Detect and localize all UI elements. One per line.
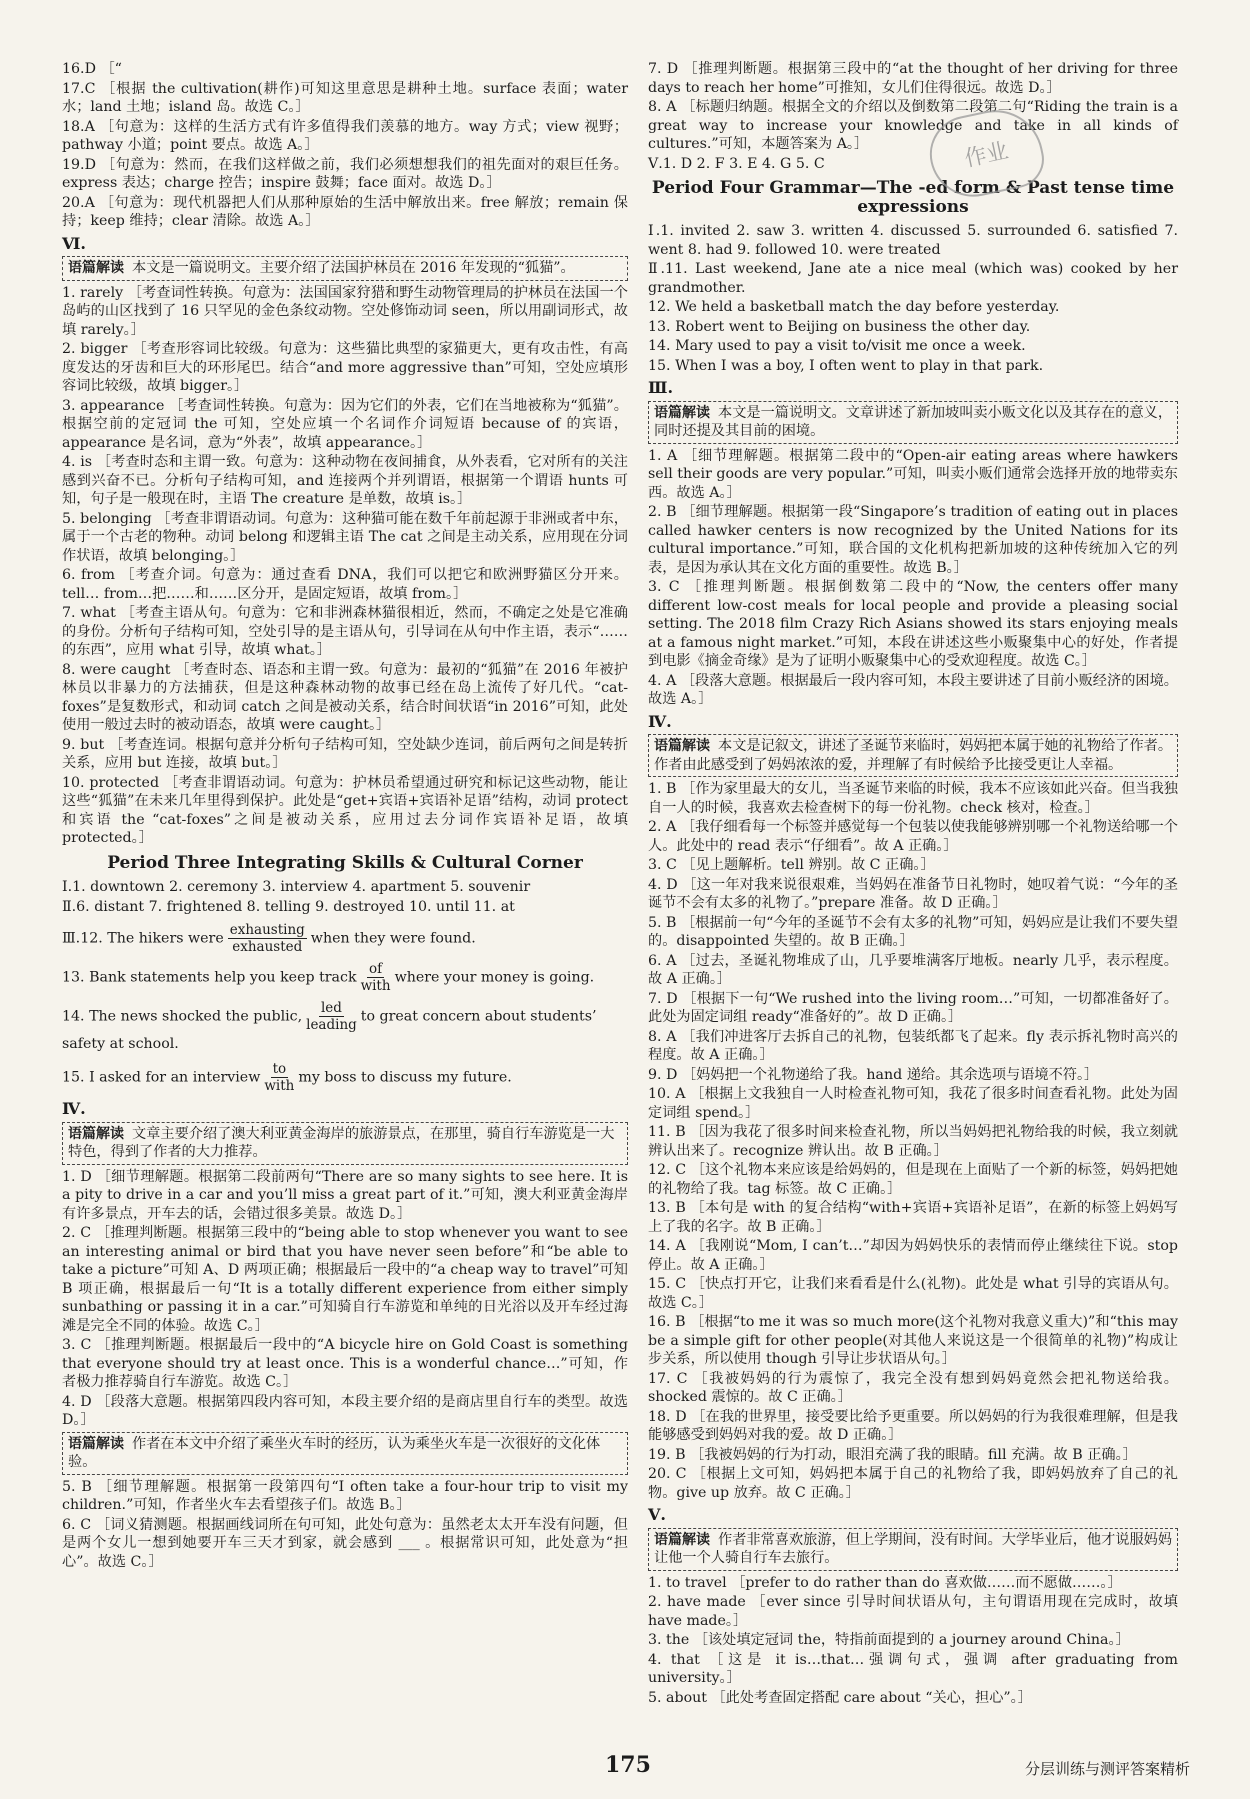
answer-item: 15. When I was a boy, I often went to play in that park. (648, 357, 1044, 374)
passage-summary-text: 本文是记叙文，讲述了圣诞节来临时，妈妈把本属于她的礼物给了作者。作者由此感受到了妈妈浓浓的爱，并理解了有时候给予比接受更让人幸福。 (654, 738, 1173, 773)
answer-item: 8. A ［标题归纳题。根据全文的介绍以及倒数第二段第二句“Riding the train is a great way to increase your knowledge and take in all kinds of cultures.”可知，本题答案为 A。］ (648, 99, 1178, 152)
answer-item: 15. C ［快点打开它，让我们来看看是什么(礼物)。此处是 what 引导的宾语从句。故选 C。］ (648, 1276, 1178, 1311)
answer-item: Ⅰ.1. downtown 2. ceremony 3. interview 4. apartment 5. souvenir (62, 879, 531, 895)
passage-summary-text: 本文是一篇说明文。主要介绍了法国护林员在 2016 年发现的“狐猫”。 (132, 260, 575, 276)
left-column (62, 60, 628, 1572)
passage-summary-text: 作者非常喜欢旅游，但上学期间，没有时间。大学毕业后，他才说服妈妈让他一个人骑自行车去旅行。 (654, 1531, 1173, 1566)
answer-item: 5. about ［此处考查固定搭配 care about “关心，担心”。］ (648, 1689, 1032, 1706)
choice-fraction (264, 1061, 294, 1094)
answer-item: 1. A ［细节理解题。根据第二段中的“Open-air eating areas where hawkers sell their goods are very popular.”可知，叫卖小贩们通常会选择开放的地带卖东西。故选 A。］ (648, 447, 1178, 501)
choice-fraction (228, 922, 307, 955)
choice-suffix: when they were found. (310, 930, 476, 947)
answer-item: 8. were caught ［考查时态、语态和主谓一致。句意为：最初的“狐猫”在 2016 年被护林员以非暴力的方法捕获，但是这种森林动物的故事已经在岛上流传了好几代。“cat-foxes”是复数形式，和动词 catch 之间是被动关系，结合时间状语“in 2016”可知，此处使用一般过去时的被动语态，故填 were caught。］ (62, 661, 628, 733)
passage-summary-text: 文章主要介绍了澳大利亚黄金海岸的旅游景点，在那里，骑自行车游览是一大特色，得到了作者的大力推荐。 (68, 1125, 615, 1160)
choice-top: exhausting (229, 922, 305, 938)
fraction-choice-line (62, 961, 628, 994)
passage-summary-label: 语篇解读 (68, 1435, 124, 1452)
answer-item: 4. A ［段落大意题。根据最后一段内容可知，本段主要讲述了目前小贩经济的困境。故选 A。］ (648, 672, 1178, 707)
answer-item: 6. C ［词义猜测题。根据画线词所在句可知，此处句意为：虽然老太太开车没有问题，但是两个女儿一想到她要开车三天才到家，就会感到 ___ 。根据常识可知，此处意为“担心”。故选 C。］ (62, 1516, 628, 1570)
section-number: Ⅳ. (648, 711, 672, 731)
answer-item: 1. rarely ［考查词性转换。句意为：法国国家狩猎和野生动物管理局的护林员在法国一个岛屿的山区找到了 16 只罕见的金色条纹动物。空处修饰动词 seen，所以用副词形式，故填 rarely。］ (62, 284, 628, 338)
answer-item: Ⅱ.6. distant 7. frightened 8. telling 9. destroyed 10. until 11. at (62, 898, 515, 915)
answer-item: 5. belonging ［考查非谓语动词。句意为：这种猫可能在数千年前起源于非洲或者中东，属于一个古老的物种。动词 belong 和逻辑主语 The cat 之间是主动关系，应用现在分词作状语，故填 belonging。］ (62, 510, 628, 564)
answer-item: Ⅱ.11. Last weekend, Jane ate a nice meal (which was) cooked by her grandmother. (648, 261, 1178, 296)
answer-item: 14. A ［我刚说“Mom, I can’t…”却因为妈妈快乐的表情而停止继续往下说。stop 停止。故 A 正确。］ (648, 1238, 1178, 1273)
passage-summary-box (648, 1528, 1178, 1571)
answer-item: 2. B ［细节理解题。根据第一段“Singapore’s tradition of eating out in places called hawker centers is now recognized by the United Nations for its cultural importance.”可知，联合国的文化机构把新加坡的这种传统加入它的列表，是因为承认其在文化方面的重要性。故选 B。］ (648, 504, 1178, 576)
right-column (648, 60, 1178, 1708)
choice-prefix: 15. I asked for an interview (62, 1069, 261, 1086)
passage-summary-box (62, 256, 628, 281)
answer-item: 7. D ［根据下一句“We rushed into the living room…”可知，一切都准备好了。此处为固定词组 ready“准备好的”。故 D 正确。］ (648, 990, 1178, 1025)
passage-summary-text: 作者在本文中介绍了乘坐火车时的经历，认为乘坐火车是一次很好的文化体验。 (68, 1435, 601, 1470)
answer-item: 7. what ［考查主语从句。句意为：它和非洲森林猫很相近，然而，不确定之处是它准确的身份。分析句子结构可知，空处引导的是主语从句，引导词在从句中作主语，表示“……的东西”，应用 what 引导，故填 what。］ (62, 605, 628, 658)
choice-bottom: with (360, 978, 391, 994)
choice-top: led (320, 1000, 342, 1016)
choice-fraction (306, 1000, 357, 1033)
answer-item: 3. C ［推理判断题。根据最后一段中的“A bicycle hire on Gold Coast is something that everyone should try at least once. This is a wonderful chance…”可知，作者极力推荐骑自行车游览。故选 C。］ (62, 1337, 628, 1390)
answer-item: 17.C ［根据 the cultivation(耕作)可知这里意思是耕种土地。surface 表面；water 水；land 土地；island 岛。故选 C。］ (62, 80, 628, 115)
answer-item: 4. is ［考查时态和主谓一致。句意为：这种动物在夜间捕食，从外表看，它对所有的关注感到兴奋不已。分析句子结构可知，and 连接两个并列谓语，根据第一个谓语 hunts 可知，句子是一般现在时，主语 The creature 是单数，故填 is。］ (62, 454, 628, 507)
answer-item: 2. bigger ［考查形容词比较级。句意为：这些猫比典型的家猫更大，更有攻击性，有高度发达的牙齿和巨大的环形尾巴。结合“and more aggressive than”可知，空处应填形容词比较级，故填 bigger。］ (62, 341, 628, 394)
answer-item: 18.A ［句意为：这样的生活方式有许多值得我们羡慕的地方。way 方式；view 视野；pathway 小道；point 要点。故选 A。］ (62, 118, 628, 153)
fraction-choice-line (62, 1000, 628, 1055)
answer-item: 16. B ［根据“to me it was so much more(这个礼物对我意义重大)”和“this may be a simple gift for other people(对其他人来说这是一个很简单的礼物)”构成让步关系，所以使用 though 引导让步状语从句。］ (648, 1314, 1178, 1367)
answer-item: 19. B ［我被妈妈的行为打动，眼泪充满了我的眼睛。fill 充满。故 B 正确。］ (648, 1446, 1137, 1463)
answer-item: 10. A ［根据上文我独自一人时检查礼物可知，我花了很多时间查看礼物。此处为固定词组 spend。］ (648, 1086, 1178, 1121)
footer-title: 分层训练与测评答案精析 (1024, 1760, 1190, 1778)
answer-item: 2. A ［我仔细看每一个标签并感觉每一个包装以使我能够辨别哪一个礼物送给哪一个人。此处中的 read 表示“仔细看”。故 A 正确。］ (648, 819, 1178, 854)
fraction-choice-line (62, 922, 628, 955)
period-heading: Period Four Grammar—The -ed form & Past tense time expressions (651, 178, 1175, 217)
passage-summary-text: 本文是一篇说明文。文章讲述了新加坡叫卖小贩文化以及其存在的意义，同时还提及其目前的困境。 (654, 404, 1173, 439)
passage-summary-label: 语篇解读 (654, 404, 710, 421)
answer-item: 5. B ［细节理解题。根据第一段第四句“I often take a four-hour trip to visit my children.”可知，作者坐火车去看望孩子们。故选 B。］ (62, 1478, 628, 1513)
answer-item: 11. B ［因为我花了很多时间来检查礼物，所以当妈妈把礼物给我的时候，我立刻就辨认出来了。recognize 辨认出。故 B 正确。］ (648, 1124, 1178, 1159)
answer-item: 12. C ［这个礼物本来应该是给妈妈的，但是现在上面贴了一个新的标签，妈妈把她的礼物给了我。tag 标签。故 C 正确。］ (648, 1162, 1178, 1197)
section-number: Ⅲ. (648, 378, 674, 397)
choice-bottom: with (264, 1078, 295, 1094)
answer-item: 5. B ［根据前一句“今年的圣诞节不会有太多的礼物”可知，妈妈应是让我们不要失望的。disappointed 失望的。故 B 正确。］ (648, 914, 1178, 949)
page-number: 175 (605, 1752, 651, 1778)
passage-summary-box (648, 401, 1178, 444)
passage-summary-box (648, 734, 1178, 777)
answer-item: 20.A ［句意为：现代机器把人们从那种原始的生活中解放出来。free 解放；remain 保持；keep 维持；clear 清除。故选 A。］ (62, 194, 628, 229)
answer-item: 6. from ［考查介词。句意为：通过查看 DNA，我们可以把它和欧洲野猫区分开来。tell… from…把……和……区分开，是固定短语，故填 from。］ (62, 567, 628, 602)
answer-item: 16.D ［“ (62, 61, 122, 77)
section-number: Ⅵ. (62, 233, 86, 253)
answer-item: 3. C ［见上题解析。tell 辨别。故 C 正确。］ (648, 857, 935, 873)
answer-item: 1. B ［作为家里最大的女儿，当圣诞节来临的时候，我本不应该如此兴奋。但当我独自一人的时候，我喜欢去检查树下的每一份礼物。check 核对，检查。］ (648, 781, 1178, 816)
answer-item: 9. D ［妈妈把一个礼物递给了我。hand 递给。其余选项与语境不符。］ (648, 1066, 1099, 1083)
answer-item: 2. have made ［ever since 引导时间状语从句，主句谓语用现在完成时，故填 have made。］ (648, 1594, 1178, 1629)
answer-item: 10. protected ［考查非谓语动词。句意为：护林员希望通过研究和标记这些动物，能让这些“狐猫”在未来几年里得到保护。此处是“get+宾语+宾语补足语”结构，动词 protect 和宾语 the “cat-foxes”之间是被动关系，应用过去分词作宾语补足语，故填 protected。］ (62, 774, 628, 846)
answer-item: 20. C ［根据上文可知，妈妈把本属于自己的礼物给了我，即妈妈放弃了自己的礼物。give up 放弃。故 C 正确。］ (648, 1466, 1178, 1501)
answer-item: 13. Robert went to Beijing on business the other day. (648, 318, 1031, 335)
answer-item: 3. the ［该处填定冠词 the，特指前面提到的 a journey around China。］ (648, 1632, 1130, 1648)
passage-summary-label: 语篇解读 (68, 260, 124, 276)
fraction-choice-line (62, 1061, 628, 1094)
answer-item: 9. but ［考查连词。根据句意并分析句子结构可知，空处缺少连词，前后两句之间是转折关系，应用 but 连接，故填 but。］ (62, 736, 628, 771)
choice-prefix: Ⅲ.12. The hikers were (62, 930, 224, 947)
answer-item: 19.D ［句意为：然而，在我们这样做之前，我们必须想想我们的祖先面对的艰巨任务。express 表达；charge 控告；inspire 鼓舞；face 面对。故选 D。］ (62, 156, 628, 191)
answer-item: 13. B ［本句是 with 的复合结构“with+宾语+宾语补足语”，在新的标签上妈妈写上了我的名字。故 B 正确。］ (648, 1200, 1178, 1235)
period-heading: Period Three Integrating Skills & Cultural Corner (107, 852, 583, 873)
choice-suffix: my boss to discuss my future. (298, 1069, 512, 1086)
answer-item: 17. C ［我被妈妈的行为震惊了，我完全没有想到妈妈竟然会把礼物送给我。shocked 震惊的。故 C 正确。］ (648, 1370, 1178, 1405)
answer-item: 3. C ［推理判断题。根据倒数第二段中的“Now, the centers offer many different low-cost meals for local people and provide a pleasing social setting. The 2018 film Crazy Rich Asians showed its stars enjoying meals at a famous night market.”可知，本段在讲述这些小贩聚集中心的好处，作者提到电影《摘金奇缘》是为了证明小贩聚集中心的受欢迎程度。故选 C。］ (648, 579, 1178, 669)
passage-summary-label: 语篇解读 (68, 1125, 124, 1142)
answer-item: 4. D ［这一年对我来说很艰难，当妈妈在准备节日礼物时，她叹着气说：“今年的圣诞节不会有太多的礼物了。”prepare 准备。故 D 正确。］ (648, 876, 1178, 911)
section-number: Ⅴ. (648, 1505, 666, 1524)
choice-bottom: leading (306, 1017, 357, 1033)
section-number: Ⅳ. (62, 1099, 86, 1118)
answer-item: 4. that ［这是 it is…that…强调句式，强调 after graduating from university。］ (648, 1651, 1178, 1686)
passage-summary-label: 语篇解读 (654, 738, 710, 754)
choice-top: of (369, 961, 383, 977)
answer-item: 2. C ［推理判断题。根据第三段中的“being able to stop whenever you want to see an interesting animal or bird that you have never seen before”和“be able to take a picture”可知 A、D 两项正确；根据最后一段中的“a cheap way to travel”可知 B 项正确，根据最后一句“It is a totally different experience from either simply sunbathing or passing it in a car.”可知骑自行车游览和单纯的日光浴以及开车经过海滩是完全不同的体验。故选 C。］ (62, 1225, 628, 1334)
passage-summary-box (62, 1432, 628, 1475)
choice-prefix: 14. The news shocked the public, (62, 1008, 303, 1025)
answer-item: 8. A ［我们冲进客厅去拆自己的礼物，包装纸都飞了起来。fly 表示拆礼物时高兴的程度。故 A 正确。］ (648, 1028, 1178, 1063)
answer-item: 1. to travel ［prefer to do rather than do 喜欢做……而不愿做……。］ (648, 1574, 1122, 1591)
answer-item: Ⅰ.1. invited 2. saw 3. written 4. discussed 5. surrounded 6. satisfied 7. went 8. had 9. followed 10. were treated (648, 223, 1178, 258)
choice-prefix: 13. Bank statements help you keep track (62, 969, 357, 986)
answer-item: 12. We held a basketball match the day before yesterday. (648, 299, 1060, 315)
choice-top: to (272, 1061, 287, 1077)
answer-item: Ⅴ.1. D 2. F 3. E 4. G 5. C (648, 155, 825, 172)
choice-suffix: where your money is going. (394, 969, 595, 986)
answer-item: 7. D ［推理判断题。根据第三段中的“at the thought of her driving for three days to reach her home”可推知，女儿们住得很远。故选 D。］ (648, 61, 1178, 96)
choice-fraction (361, 961, 391, 994)
answer-item: 3. appearance ［考查词性转换。句意为：因为它们的外表，它们在当地被称为“狐猫”。根据空前的定冠词 the 可知，空处应填一个名词作介词短语 because of 的宾语，appearance 是名词，意为“外表”，故填 appearance。］ (62, 397, 628, 451)
passage-summary-label: 语篇解读 (654, 1531, 710, 1548)
answer-item: 4. D ［段落大意题。根据第四段内容可知，本段主要介绍的是商店里自行车的类型。故选 D。］ (62, 1393, 628, 1428)
answer-item: 14. Mary used to pay a visit to/visit me once a week. (648, 338, 1026, 354)
passage-summary-box (62, 1122, 628, 1165)
choice-bottom: exhausted (232, 939, 303, 955)
choice-suffix: to great concern about students’ safety at school. (62, 1008, 597, 1052)
answer-item: 18. D ［在我的世界里，接受要比给予更重要。所以妈妈的行为我很难理解，但是我能够感受到妈妈对我的爱。故 D 正确。］ (648, 1408, 1178, 1443)
answer-item: 1. D ［细节理解题。根据第二段前两句“There are so many sights to see here. It is a pity to drive in a car and you’ll miss a great part of it.”可知，澳大利亚黄金海岸有许多景点，开车去的话，会错过很多美景。故选 D。］ (62, 1168, 628, 1222)
homework-stamp: 作业 (923, 101, 1050, 204)
answer-item: 6. A ［过去，圣诞礼物堆成了山，几乎要堆满客厅地板。nearly 几乎，表示程度。故 A 正确。］ (648, 952, 1178, 987)
